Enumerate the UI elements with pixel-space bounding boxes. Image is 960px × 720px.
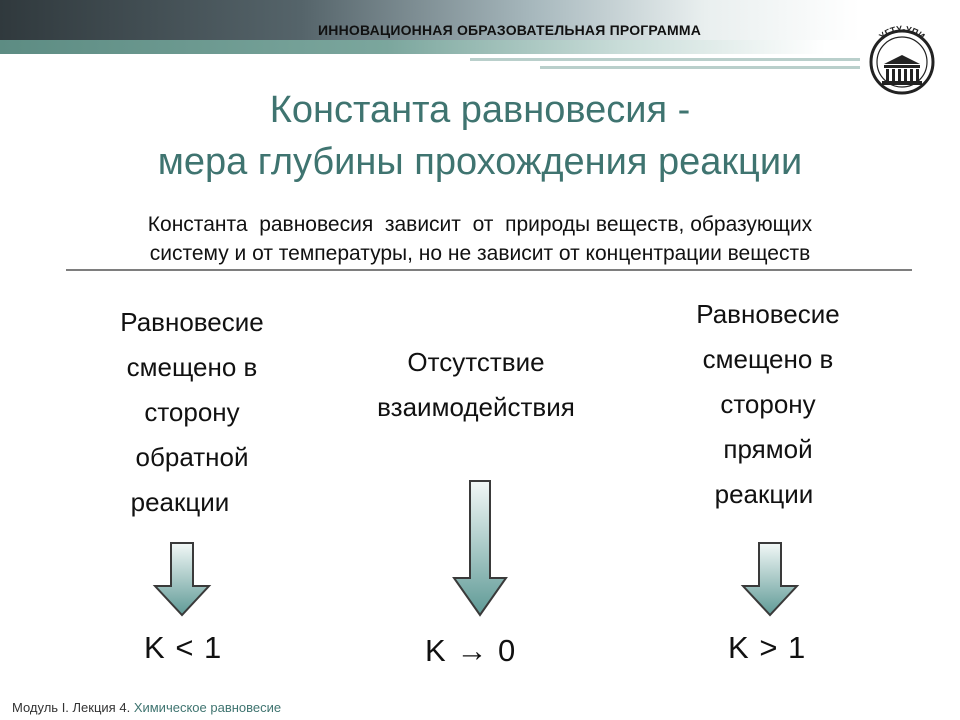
column-forward [668,292,868,517]
column-line: смещено в [126,352,258,382]
column-line: прямой [723,434,813,464]
note-line-2: систему и от температуры, но не зависит от концентрации веществ [149,242,811,265]
formula-operator: < [175,630,194,665]
column-line: реакции [130,487,230,517]
formula-k: K [144,630,165,665]
formula-operator: > [759,630,778,665]
down-arrow-icon [448,478,518,620]
column-line: обратной [135,442,249,472]
formula-k: K [425,633,446,668]
banner-stripe [540,66,860,69]
down-arrow-icon [150,540,230,620]
column-line: Равновесие [696,299,840,329]
column-none [346,340,606,430]
formula-k-greater-than-one [728,630,805,666]
footer-module: Модуль I. Лекция 4. [12,700,131,715]
dependency-note [40,210,920,268]
divider [66,269,912,271]
column-line: реакции [714,479,814,509]
column-reverse [92,300,292,525]
formula-k-tends-to-zero [425,633,515,669]
formula-k-less-than-one [144,630,221,666]
formula-operator: → [456,633,488,668]
note-line-1: Константа равновесия зависит от природы веществ, образующих [147,213,813,236]
formula-value: 0 [497,633,516,668]
footer-topic: Химическое равновесие [133,700,282,715]
column-line: сторону [144,397,240,427]
logo-text: УГТУ-УПИ [877,24,927,42]
column-line: смещено в [702,344,834,374]
formula-value: 1 [788,630,806,665]
column-line: взаимодействия [377,392,575,422]
formula-k: K [728,630,749,665]
column-line: Отсутствие [407,347,545,377]
footer [12,700,281,715]
top-banner-accent [0,40,860,54]
banner-stripe [470,58,860,61]
formula-value: 1 [204,630,222,665]
column-line: Равновесие [120,307,264,337]
slide-title [0,84,960,188]
down-arrow-icon [738,540,818,620]
column-line: сторону [720,389,816,419]
title-line-1: Константа равновесия - [269,89,691,131]
program-name: ИННОВАЦИОННАЯ ОБРАЗОВАТЕЛЬНАЯ ПРОГРАММА [318,22,702,38]
title-line-2: мера глубины прохождения реакции [157,141,803,183]
